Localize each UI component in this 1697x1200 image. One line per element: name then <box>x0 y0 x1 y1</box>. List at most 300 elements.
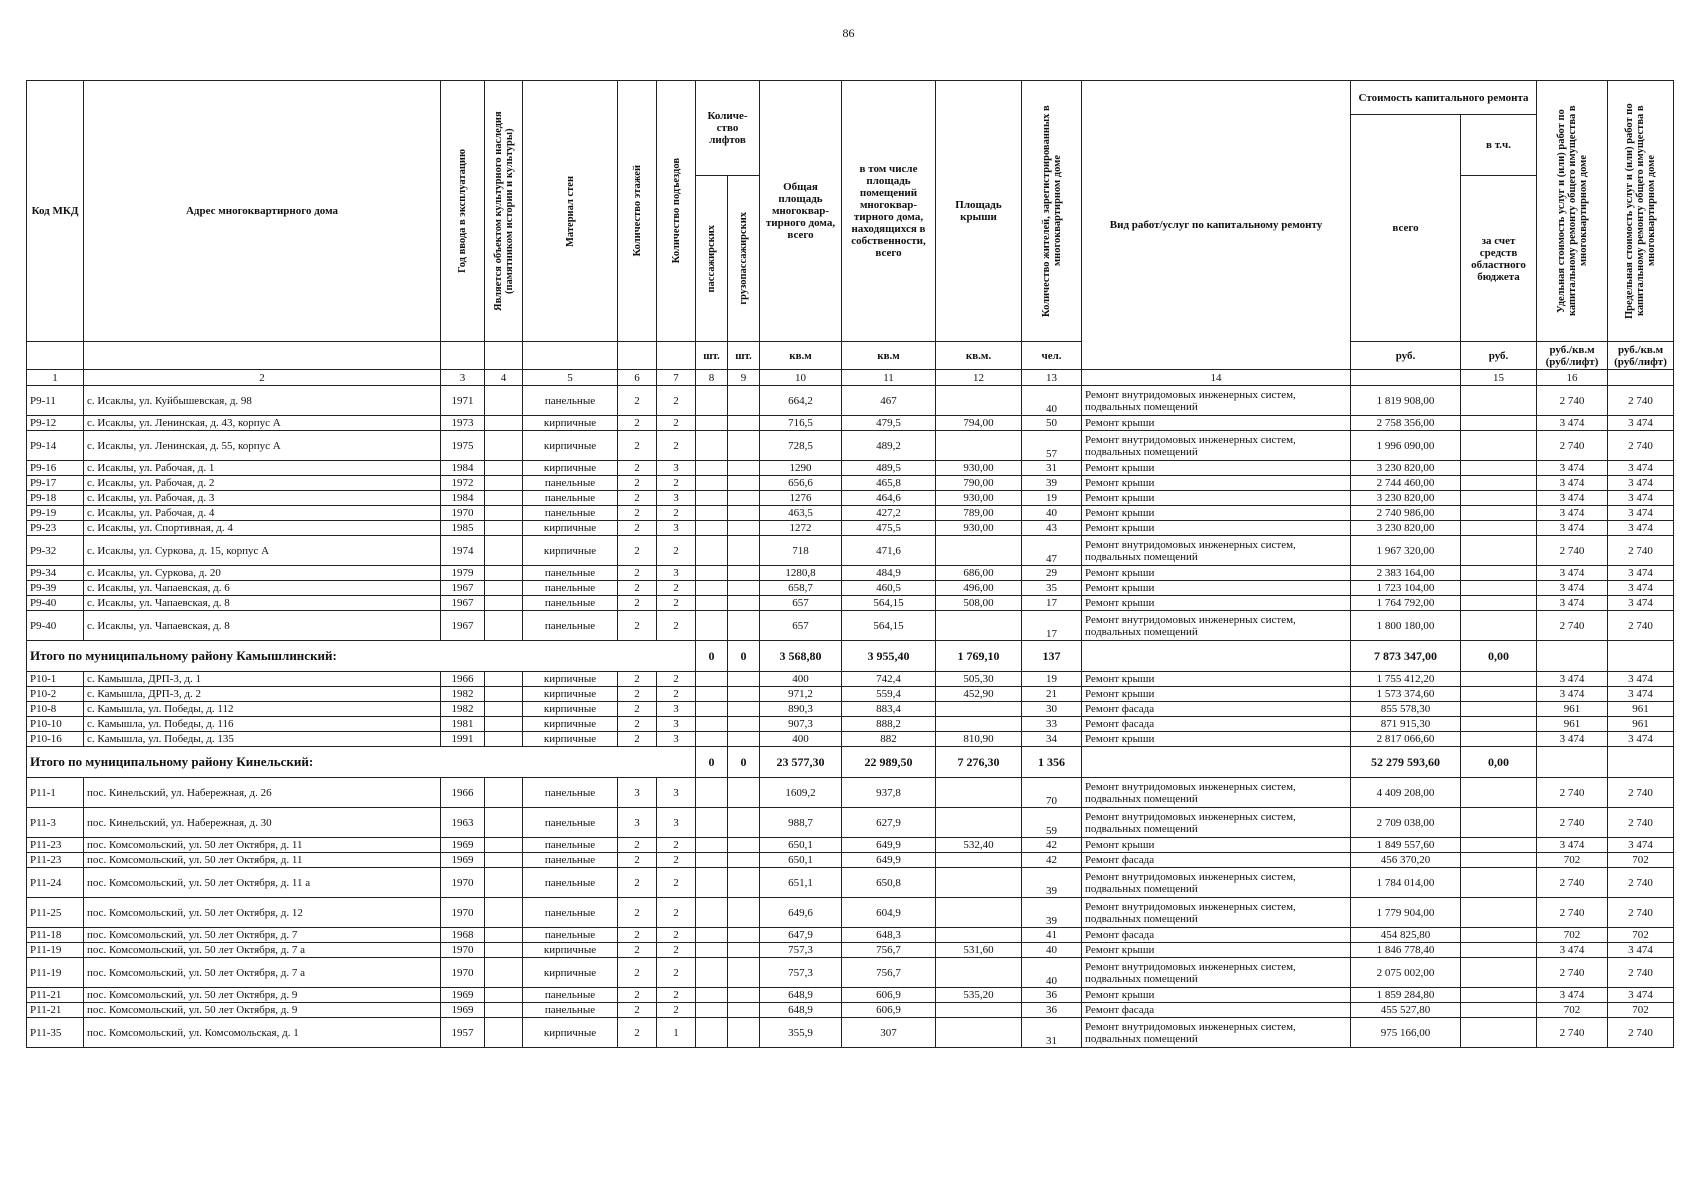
address: с. Камышла, ул. Победы, д. 116 <box>84 717 441 732</box>
unit-cost: 3 474 <box>1537 732 1608 747</box>
residents: 39 <box>1022 868 1082 898</box>
passenger-lifts <box>696 702 728 717</box>
owned-area: 489,5 <box>842 461 936 476</box>
col-year-header: Год ввода в эксплуатацию <box>441 81 485 342</box>
cargo-lifts <box>728 898 760 928</box>
mkd-code: Р11-21 <box>27 988 84 1003</box>
entrances: 2 <box>657 596 696 611</box>
work-type: Ремонт фасада <box>1082 928 1351 943</box>
passenger-lifts <box>696 778 728 808</box>
regional-budget <box>1461 611 1537 641</box>
owned-area: 475,5 <box>842 521 936 536</box>
work-type: Ремонт внутридомовых инженерных систем, подвальных помещений <box>1082 611 1351 641</box>
roof-area: 532,40 <box>936 838 1022 853</box>
owned-area: 467 <box>842 386 936 416</box>
total-area: 658,7 <box>760 581 842 596</box>
cost-total: 1 779 904,00 <box>1351 898 1461 928</box>
roof-area <box>936 853 1022 868</box>
entrances: 2 <box>657 476 696 491</box>
floors: 2 <box>618 898 657 928</box>
regional-budget <box>1461 476 1537 491</box>
district-total-row <box>27 747 1674 778</box>
limit-cost: 2 740 <box>1608 1018 1674 1048</box>
cost-total: 454 825,80 <box>1351 928 1461 943</box>
heritage <box>485 958 523 988</box>
entrances: 2 <box>657 898 696 928</box>
wall-material: панельные <box>523 386 618 416</box>
limit-cost: 3 474 <box>1608 416 1674 431</box>
unit-cost: 2 740 <box>1537 958 1608 988</box>
passenger-lifts <box>696 717 728 732</box>
table-row <box>27 386 1674 416</box>
table-row <box>27 898 1674 928</box>
owned-area: 427,2 <box>842 506 936 521</box>
column-number: 9 <box>728 370 760 386</box>
col-heritage-header: Является объектом культурного наследия (памятником истории и культуры) <box>485 81 523 342</box>
roof-area: 794,00 <box>936 416 1022 431</box>
cost-total: 1 755 412,20 <box>1351 672 1461 687</box>
regional-budget <box>1461 1003 1537 1018</box>
heritage <box>485 536 523 566</box>
entrances: 3 <box>657 461 696 476</box>
col-roof-area-header: Площадь крыши <box>936 81 1022 342</box>
total-passenger-lifts: 0 <box>696 641 728 672</box>
limit-cost: 2 740 <box>1608 611 1674 641</box>
table-row <box>27 536 1674 566</box>
mkd-code: Р11-1 <box>27 778 84 808</box>
total-roof-area: 1 769,10 <box>936 641 1022 672</box>
roof-area: 686,00 <box>936 566 1022 581</box>
wall-material: кирпичные <box>523 672 618 687</box>
work-type: Ремонт внутридомовых инженерных систем, подвальных помещений <box>1082 536 1351 566</box>
regional-budget <box>1461 702 1537 717</box>
unit-cost: 3 474 <box>1537 943 1608 958</box>
cargo-lifts <box>728 687 760 702</box>
floors: 2 <box>618 928 657 943</box>
wall-material: панельные <box>523 506 618 521</box>
heritage <box>485 732 523 747</box>
regional-budget <box>1461 672 1537 687</box>
passenger-lifts <box>696 566 728 581</box>
table-row <box>27 611 1674 641</box>
total-roof-area: 7 276,30 <box>936 747 1022 778</box>
total-passenger-lifts: 0 <box>696 747 728 778</box>
year: 1968 <box>441 928 485 943</box>
limit-cost: 3 474 <box>1608 988 1674 1003</box>
year: 1967 <box>441 581 485 596</box>
cargo-lifts <box>728 581 760 596</box>
passenger-lifts <box>696 536 728 566</box>
regional-budget <box>1461 988 1537 1003</box>
table-row <box>27 581 1674 596</box>
year: 1969 <box>441 838 485 853</box>
work-type: Ремонт фасада <box>1082 1003 1351 1018</box>
limit-cost: 961 <box>1608 702 1674 717</box>
entrances: 2 <box>657 672 696 687</box>
work-type: Ремонт крыши <box>1082 672 1351 687</box>
floors: 2 <box>618 596 657 611</box>
work-type: Ремонт фасада <box>1082 717 1351 732</box>
col-lifts-header: Количе-ство лифтов <box>696 81 760 176</box>
column-number-row <box>27 370 1674 386</box>
heritage <box>485 431 523 461</box>
mkd-code: Р11-25 <box>27 898 84 928</box>
unit-cost: 2 740 <box>1537 431 1608 461</box>
roof-area: 531,60 <box>936 943 1022 958</box>
residents: 47 <box>1022 536 1082 566</box>
regional-budget <box>1461 461 1537 476</box>
cost-total: 1 573 374,60 <box>1351 687 1461 702</box>
col-passenger-header: пассажирских <box>696 176 728 342</box>
cost-total: 2 383 164,00 <box>1351 566 1461 581</box>
owned-area: 307 <box>842 1018 936 1048</box>
heritage <box>485 717 523 732</box>
limit-cost: 702 <box>1608 928 1674 943</box>
cargo-lifts <box>728 868 760 898</box>
address: с. Камышла, ДРП-3, д. 2 <box>84 687 441 702</box>
cost-total: 1 846 778,40 <box>1351 943 1461 958</box>
cargo-lifts <box>728 838 760 853</box>
unit-cost: 702 <box>1537 928 1608 943</box>
year: 1991 <box>441 732 485 747</box>
total-residents: 137 <box>1022 641 1082 672</box>
column-number: 8 <box>696 370 728 386</box>
owned-area: 465,8 <box>842 476 936 491</box>
unit-label: шт. <box>728 342 760 370</box>
table-row <box>27 943 1674 958</box>
cargo-lifts <box>728 778 760 808</box>
total-area: 400 <box>760 672 842 687</box>
regional-budget <box>1461 838 1537 853</box>
roof-area <box>936 702 1022 717</box>
unit-cost: 3 474 <box>1537 491 1608 506</box>
col-limit-cost-header: Предельная стоимость услуг и (или) работ по капитальному ремонту общего имущества в многоквартирном доме <box>1608 81 1674 342</box>
unit-cost: 3 474 <box>1537 988 1608 1003</box>
total-owned-area: 22 989,50 <box>842 747 936 778</box>
work-type: Ремонт крыши <box>1082 687 1351 702</box>
wall-material: панельные <box>523 853 618 868</box>
entrances: 2 <box>657 431 696 461</box>
mkd-code: Р9-14 <box>27 431 84 461</box>
work-type: Ремонт крыши <box>1082 732 1351 747</box>
cargo-lifts <box>728 672 760 687</box>
regional-budget <box>1461 958 1537 988</box>
heritage <box>485 988 523 1003</box>
limit-cost: 3 474 <box>1608 596 1674 611</box>
cargo-lifts <box>728 928 760 943</box>
address: пос. Комсомольский, ул. 50 лет Октября, д. 11 <box>84 838 441 853</box>
entrances: 2 <box>657 943 696 958</box>
floors: 2 <box>618 717 657 732</box>
unit-cost: 2 740 <box>1537 808 1608 838</box>
passenger-lifts <box>696 687 728 702</box>
entrances: 2 <box>657 958 696 988</box>
unit-label: чел. <box>1022 342 1082 370</box>
heritage <box>485 943 523 958</box>
column-number <box>1351 370 1461 386</box>
address: с. Камышла, ул. Победы, д. 135 <box>84 732 441 747</box>
work-type: Ремонт крыши <box>1082 988 1351 1003</box>
regional-budget <box>1461 596 1537 611</box>
residents: 31 <box>1022 1018 1082 1048</box>
wall-material: панельные <box>523 778 618 808</box>
table-row <box>27 1003 1674 1018</box>
unit-label: кв.м <box>760 342 842 370</box>
work-type: Ремонт внутридомовых инженерных систем, подвальных помещений <box>1082 386 1351 416</box>
unit-label: руб. <box>1351 342 1461 370</box>
entrances: 2 <box>657 416 696 431</box>
heritage <box>485 566 523 581</box>
year: 1984 <box>441 461 485 476</box>
total-area: 23 577,30 <box>760 747 842 778</box>
mkd-code: Р11-23 <box>27 853 84 868</box>
year: 1970 <box>441 506 485 521</box>
roof-area <box>936 958 1022 988</box>
floors: 2 <box>618 702 657 717</box>
floors: 2 <box>618 611 657 641</box>
passenger-lifts <box>696 943 728 958</box>
limit-cost: 3 474 <box>1608 943 1674 958</box>
roof-area <box>936 778 1022 808</box>
residents: 50 <box>1022 416 1082 431</box>
col-floors-header: Количество этажей <box>618 81 657 342</box>
unit-cost: 961 <box>1537 717 1608 732</box>
owned-area: 756,7 <box>842 943 936 958</box>
residents: 40 <box>1022 386 1082 416</box>
year: 1979 <box>441 566 485 581</box>
owned-area: 606,9 <box>842 1003 936 1018</box>
work-type: Ремонт внутридомовых инженерных систем, подвальных помещений <box>1082 1018 1351 1048</box>
year: 1970 <box>441 943 485 958</box>
wall-material: кирпичные <box>523 431 618 461</box>
total-area: 757,3 <box>760 943 842 958</box>
mkd-code: Р10-8 <box>27 702 84 717</box>
roof-area: 535,20 <box>936 988 1022 1003</box>
residents: 19 <box>1022 672 1082 687</box>
entrances: 3 <box>657 778 696 808</box>
passenger-lifts <box>696 581 728 596</box>
cost-total: 4 409 208,00 <box>1351 778 1461 808</box>
owned-area: 648,3 <box>842 928 936 943</box>
cost-total: 871 915,30 <box>1351 717 1461 732</box>
residents: 59 <box>1022 808 1082 838</box>
entrances: 2 <box>657 853 696 868</box>
owned-area: 471,6 <box>842 536 936 566</box>
mkd-code: Р9-32 <box>27 536 84 566</box>
col-entrances-header: Количество подъездов <box>657 81 696 342</box>
address: с. Исаклы, ул. Рабочая, д. 2 <box>84 476 441 491</box>
passenger-lifts <box>696 416 728 431</box>
floors: 2 <box>618 988 657 1003</box>
col-wall-header: Материал стен <box>523 81 618 342</box>
unit-label: кв.м <box>842 342 936 370</box>
limit-cost: 2 740 <box>1608 431 1674 461</box>
mkd-code: Р9-40 <box>27 611 84 641</box>
column-number: 16 <box>1537 370 1608 386</box>
heritage <box>485 521 523 536</box>
limit-cost: 2 740 <box>1608 898 1674 928</box>
address: с. Исаклы, ул. Рабочая, д. 4 <box>84 506 441 521</box>
table-row <box>27 461 1674 476</box>
floors: 2 <box>618 732 657 747</box>
roof-area: 930,00 <box>936 491 1022 506</box>
mkd-code: Р9-18 <box>27 491 84 506</box>
unit-cost: 3 474 <box>1537 566 1608 581</box>
table-row <box>27 672 1674 687</box>
work-type: Ремонт внутридомовых инженерных систем, подвальных помещений <box>1082 868 1351 898</box>
cost-total: 1 819 908,00 <box>1351 386 1461 416</box>
wall-material: кирпичные <box>523 958 618 988</box>
limit-cost: 2 740 <box>1608 536 1674 566</box>
passenger-lifts <box>696 868 728 898</box>
wall-material: панельные <box>523 611 618 641</box>
owned-area: 882 <box>842 732 936 747</box>
heritage <box>485 416 523 431</box>
mkd-code: Р11-18 <box>27 928 84 943</box>
work-type: Ремонт крыши <box>1082 476 1351 491</box>
empty-cell <box>1537 747 1608 778</box>
entrances: 2 <box>657 386 696 416</box>
limit-cost: 2 740 <box>1608 778 1674 808</box>
total-cost: 7 873 347,00 <box>1351 641 1461 672</box>
floors: 2 <box>618 521 657 536</box>
floors: 2 <box>618 461 657 476</box>
column-number: 15 <box>1461 370 1537 386</box>
year: 1967 <box>441 611 485 641</box>
owned-area: 650,8 <box>842 868 936 898</box>
heritage <box>485 476 523 491</box>
limit-cost: 702 <box>1608 1003 1674 1018</box>
owned-area: 883,4 <box>842 702 936 717</box>
wall-material: кирпичные <box>523 461 618 476</box>
entrances: 2 <box>657 536 696 566</box>
cargo-lifts <box>728 521 760 536</box>
total-area: 1609,2 <box>760 778 842 808</box>
wall-material: кирпичные <box>523 687 618 702</box>
unit-label: кв.м. <box>936 342 1022 370</box>
work-type: Ремонт внутридомовых инженерных систем, подвальных помещений <box>1082 431 1351 461</box>
cost-total: 2 075 002,00 <box>1351 958 1461 988</box>
residents: 40 <box>1022 506 1082 521</box>
wall-material: кирпичные <box>523 1018 618 1048</box>
regional-budget <box>1461 566 1537 581</box>
regional-budget <box>1461 416 1537 431</box>
table-row <box>27 431 1674 461</box>
total-area: 463,5 <box>760 506 842 521</box>
column-number: 10 <box>760 370 842 386</box>
heritage <box>485 898 523 928</box>
residents: 17 <box>1022 596 1082 611</box>
address: пос. Комсомольский, ул. 50 лет Октября, д. 11 а <box>84 868 441 898</box>
total-area: 664,2 <box>760 386 842 416</box>
total-area: 649,6 <box>760 898 842 928</box>
total-area: 3 568,80 <box>760 641 842 672</box>
owned-area: 888,2 <box>842 717 936 732</box>
cost-total: 1 800 180,00 <box>1351 611 1461 641</box>
table-row <box>27 958 1674 988</box>
owned-area: 479,5 <box>842 416 936 431</box>
unit-cost: 2 740 <box>1537 536 1608 566</box>
address: с. Исаклы, ул. Куйбышевская, д. 98 <box>84 386 441 416</box>
col-work-type-header: Вид работ/услуг по капитальному ремонту <box>1082 81 1351 370</box>
table-row <box>27 988 1674 1003</box>
empty-cell <box>1608 641 1674 672</box>
regional-budget <box>1461 732 1537 747</box>
residents: 41 <box>1022 928 1082 943</box>
total-area: 1272 <box>760 521 842 536</box>
floors: 2 <box>618 958 657 988</box>
table-header <box>27 81 1674 386</box>
mkd-code: Р11-24 <box>27 868 84 898</box>
mkd-code: Р9-40 <box>27 596 84 611</box>
floors: 2 <box>618 536 657 566</box>
work-type: Ремонт крыши <box>1082 566 1351 581</box>
mkd-code: Р9-23 <box>27 521 84 536</box>
address: пос. Комсомольский, ул. 50 лет Октября, д. 9 <box>84 988 441 1003</box>
residents: 17 <box>1022 611 1082 641</box>
unit-label: шт. <box>696 342 728 370</box>
address: с. Исаклы, ул. Чапаевская, д. 6 <box>84 581 441 596</box>
total-area: 400 <box>760 732 842 747</box>
empty-cell <box>1082 747 1351 778</box>
entrances: 2 <box>657 988 696 1003</box>
heritage <box>485 838 523 853</box>
roof-area <box>936 928 1022 943</box>
owned-area: 756,7 <box>842 958 936 988</box>
total-area: 651,1 <box>760 868 842 898</box>
work-type: Ремонт внутридомовых инженерных систем, подвальных помещений <box>1082 958 1351 988</box>
residents: 39 <box>1022 476 1082 491</box>
district-total-row <box>27 641 1674 672</box>
floors: 2 <box>618 687 657 702</box>
roof-area: 789,00 <box>936 506 1022 521</box>
limit-cost: 3 474 <box>1608 672 1674 687</box>
mkd-code: Р11-19 <box>27 958 84 988</box>
passenger-lifts <box>696 672 728 687</box>
cost-total: 3 230 820,00 <box>1351 461 1461 476</box>
roof-area <box>936 431 1022 461</box>
limit-cost: 3 474 <box>1608 732 1674 747</box>
owned-area: 606,9 <box>842 988 936 1003</box>
passenger-lifts <box>696 808 728 838</box>
year: 1963 <box>441 808 485 838</box>
heritage <box>485 808 523 838</box>
roof-area <box>936 868 1022 898</box>
residents: 42 <box>1022 853 1082 868</box>
wall-material: панельные <box>523 868 618 898</box>
table-body <box>27 386 1674 1048</box>
wall-material: кирпичные <box>523 416 618 431</box>
heritage <box>485 1003 523 1018</box>
entrances: 2 <box>657 687 696 702</box>
roof-area <box>936 808 1022 838</box>
work-type: Ремонт крыши <box>1082 596 1351 611</box>
col-address-header: Адрес многоквартирного дома <box>84 81 441 342</box>
year: 1969 <box>441 1003 485 1018</box>
table-row <box>27 732 1674 747</box>
entrances: 2 <box>657 868 696 898</box>
mkd-code: Р9-17 <box>27 476 84 491</box>
roof-area <box>936 717 1022 732</box>
heritage <box>485 868 523 898</box>
unit-cost: 702 <box>1537 853 1608 868</box>
heritage <box>485 506 523 521</box>
entrances: 2 <box>657 838 696 853</box>
unit-label: руб./кв.м (руб/лифт) <box>1537 342 1608 370</box>
total-area: 1276 <box>760 491 842 506</box>
limit-cost: 3 474 <box>1608 461 1674 476</box>
limit-cost: 3 474 <box>1608 838 1674 853</box>
